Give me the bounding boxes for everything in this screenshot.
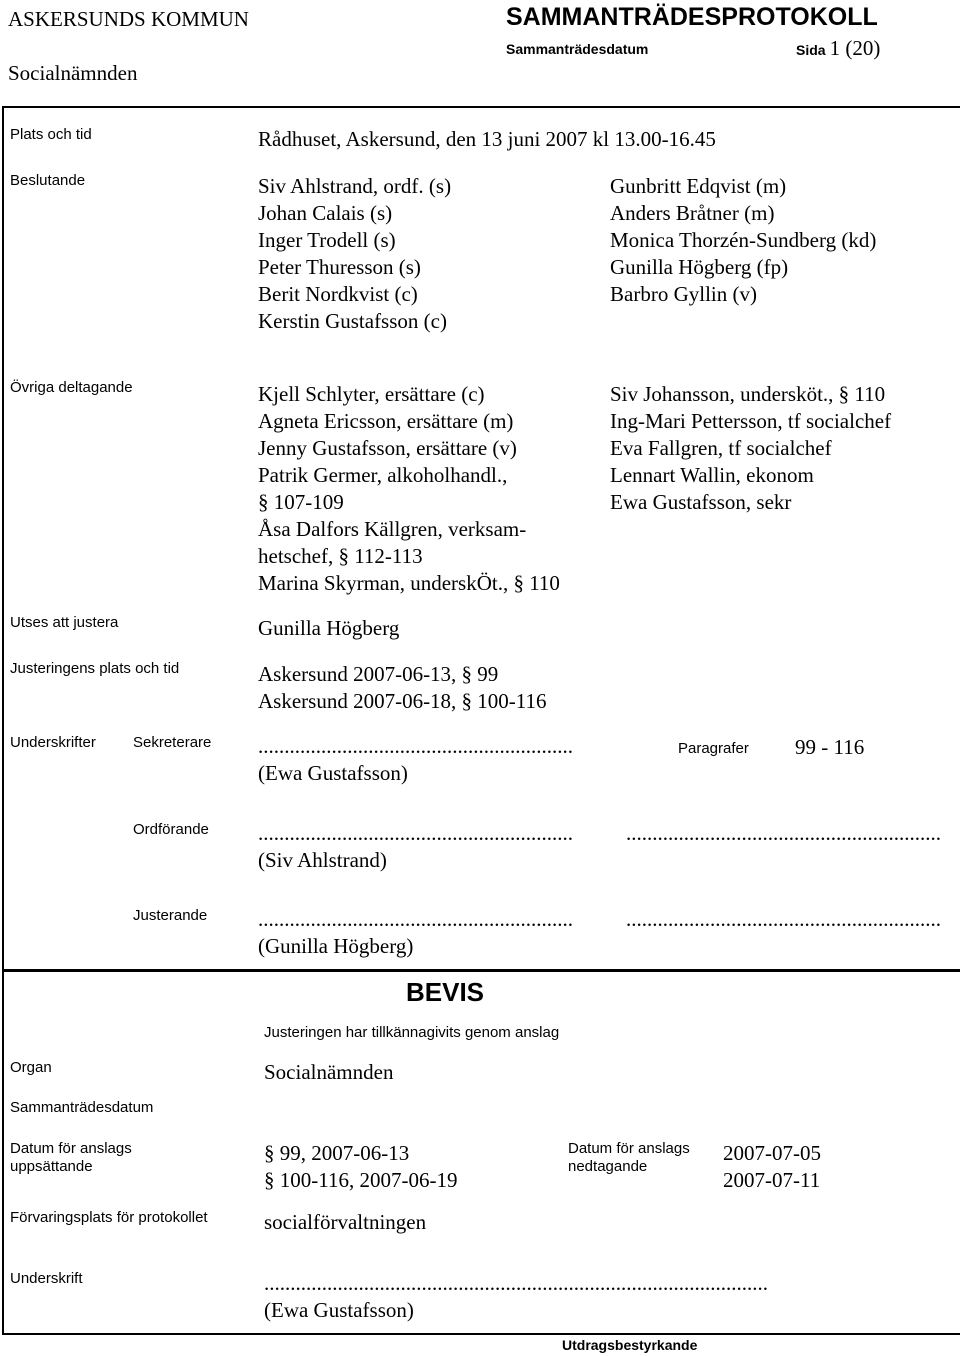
adjust-line: Askersund 2007-06-18, § 100-116 [258,689,547,713]
decision-makers-left [258,173,451,335]
decision-makers-label: Beslutande [10,172,86,189]
participant: § 107-109 [258,490,344,514]
participant: Jenny Gustafsson, ersättare (v) [258,436,517,460]
participant: Ing-Mari Pettersson, tf socialchef [610,409,892,433]
secretary-signature-line: ............................................................ [258,734,573,758]
paragraphs-label: Paragrafer [678,740,749,757]
paragraphs-value: 99 - 116 [795,735,865,759]
chair-signature-line: ............................................................ [258,821,573,845]
place-label: Plats och tid [10,126,92,143]
adjust-place-lines [258,661,547,715]
page-value: 1 (20) [829,36,881,60]
bevis-top-rule [2,969,960,972]
participant: Åsa Dalfors Källgren, verksam- [258,517,527,541]
adjuster-value: Gunilla Högberg [258,616,400,640]
signature-name: (Ewa Gustafsson) [264,1298,414,1322]
participant: Eva Fallgren, tf socialchef [610,436,832,460]
adjuster-sign-name: (Gunilla Högberg) [258,934,414,958]
removed-label-line: Datum för anslags [568,1140,690,1157]
adjust-line: Askersund 2007-06-13, § 99 [258,662,499,686]
adjuster-signature-line-right: ............................................................ [626,907,941,931]
others-right [610,381,891,516]
committee-name: Socialnämnden [8,61,138,85]
page-label: Sida [796,42,826,58]
bevis-subtitle: Justeringen har tillkännagivits genom anslag [264,1024,560,1041]
removed-dates [723,1140,821,1194]
organ-label: Organ [10,1059,52,1076]
member: Anders Bråtner (m) [610,201,775,225]
removed-date: 2007-07-05 [723,1141,821,1165]
municipality-name: ASKERSUNDS KOMMUN [8,7,249,31]
member: Berit Nordkvist (c) [258,282,418,306]
removed-label-line: nedtagande [568,1158,648,1175]
organ-value: Socialnämnden [264,1060,394,1084]
member: Peter Thuresson (s) [258,255,421,279]
secretary-name: (Ewa Gustafsson) [258,761,408,785]
member: Gunilla Högberg (fp) [610,255,789,279]
posted-label-line: uppsättande [10,1158,93,1175]
others-left [258,381,560,597]
meeting-date-label: Sammanträdesdatum [506,41,649,57]
top-rule [2,106,960,108]
signature-line: ................................................................................................ [264,1271,768,1295]
signature-label: Underskrift [10,1270,83,1287]
document-title: SAMMANTRÄDESPROTOKOLL [506,3,878,31]
bevis-bottom-rule [2,1333,960,1335]
left-rule [2,106,4,972]
adjuster-label: Utses att justera [10,614,119,631]
decision-makers-right [610,173,876,308]
participant: Patrik Germer, alkoholhandl., [258,463,508,487]
member: Johan Calais (s) [258,201,393,225]
participant: Ewa Gustafsson, sekr [610,490,792,514]
participant: Marina Skyrman, underskÖt., § 110 [258,571,560,595]
meeting-date-field-label: Sammanträdesdatum [10,1099,154,1116]
storage-value: socialförvaltningen [264,1210,427,1234]
posted-date: § 99, 2007-06-13 [264,1141,410,1165]
participant: Agneta Ericsson, ersättare (m) [258,409,514,433]
participant: hetschef, § 112-113 [258,544,423,568]
signatures-label: Underskrifter [10,734,96,751]
member: Siv Ahlstrand, ordf. (s) [258,174,452,198]
posted-label-line: Datum för anslags [10,1140,132,1157]
member: Inger Trodell (s) [258,228,396,252]
participant: Kjell Schlyter, ersättare (c) [258,382,485,406]
posted-dates [264,1140,457,1194]
participant: Lennart Wallin, ekonom [610,463,814,487]
bevis-title: BEVIS [406,977,485,1007]
adjuster-signature-line: ............................................................ [258,907,573,931]
others-label: Övriga deltagande [10,379,133,396]
chair-label: Ordförande [133,821,209,838]
member: Gunbritt Edqvist (m) [610,174,787,198]
removed-date: 2007-07-11 [723,1168,821,1192]
certification-label: Utdragsbestyrkande [562,1337,698,1353]
bevis-left-rule [2,969,4,1335]
adjuster-sign-label: Justerande [133,907,208,924]
posted-date: § 100-116, 2007-06-19 [264,1168,458,1192]
member: Barbro Gyllin (v) [610,282,757,306]
secretary-label: Sekreterare [133,734,212,751]
participant: Siv Johansson, undersköt., § 110 [610,382,886,406]
chair-signature-line-right: ............................................................ [626,821,941,845]
chair-name: (Siv Ahlstrand) [258,848,387,872]
removed-label [568,1140,690,1176]
posted-label [10,1140,132,1176]
member: Kerstin Gustafsson (c) [258,309,447,333]
member: Monica Thorzén-Sundberg (kd) [610,228,877,252]
adjust-place-label: Justeringens plats och tid [10,660,180,677]
storage-label: Förvaringsplats för protokollet [10,1209,208,1226]
page-indicator [796,36,880,61]
place-value: Rådhuset, Askersund, den 13 juni 2007 kl 13.00-16.45 [258,127,716,151]
